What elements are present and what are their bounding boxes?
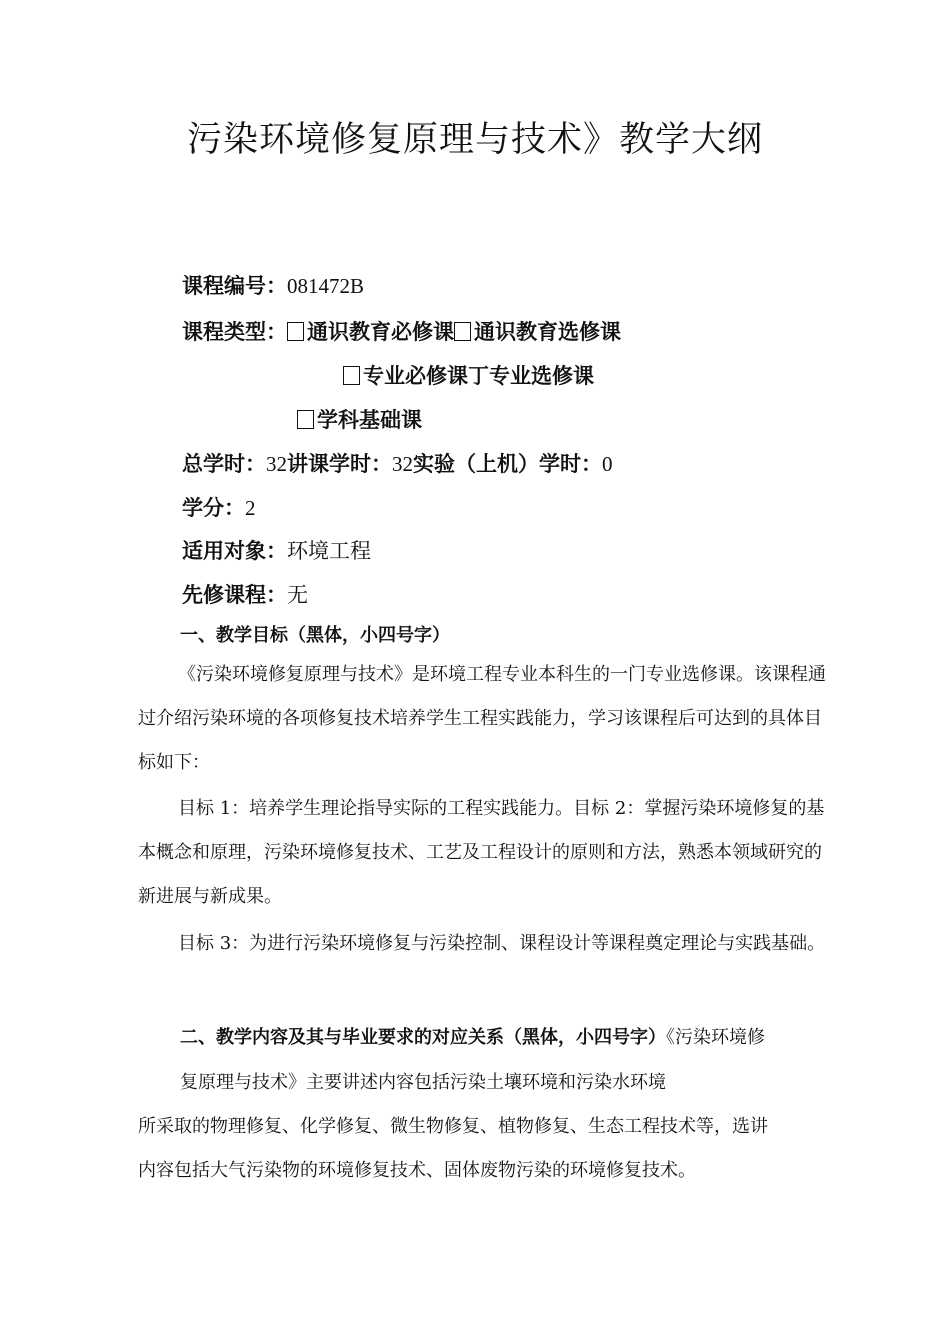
course-type-option: 通识教育选修课 [474, 320, 621, 344]
lecture-hours-label: 讲课学时： [287, 452, 392, 476]
section1-paragraph-1: 《污染环境修复原理与技术》是环境工程专业本科生的一门专业选修课。该课程通过介绍污染环境的各项修复技术培养学生工程实践能力，学习该课程后可达到的具体目标如下： [138, 664, 826, 773]
page-title: 污染环境修复原理与技术》教学大纲 [186, 120, 763, 160]
checkbox-icon [287, 322, 304, 341]
course-type-row-2 [343, 360, 594, 390]
course-type-row [182, 316, 621, 346]
course-type-option: 通识教育必修课 [307, 320, 454, 344]
section1-paragraph-2: 目标 1：培养学生理论指导实际的工程实践能力。目标 2：掌握污染环境修复的基本概念和原理，污染环境修复技术、工艺及工程设计的原则和方法，熟悉本领域研究的新进展与新成果。 [138, 798, 825, 907]
checkbox-icon [343, 366, 360, 385]
total-hours-value: 32 [266, 452, 287, 476]
credit-value: 2 [245, 496, 256, 520]
course-type-row-3 [297, 404, 422, 434]
credit-label: 学分： [182, 496, 245, 520]
target-row [182, 535, 371, 565]
section1-paragraph-3: 目标 3：为进行污染环境修复与污染控制、课程设计等课程奠定理论与实践基础。 [178, 933, 826, 954]
credit-row [182, 492, 256, 522]
total-hours-label: 总学时： [182, 452, 266, 476]
target-label: 适用对象： [182, 539, 287, 563]
section2-heading: 二、教学内容及其与毕业要求的对应关系（黑体，小四号字） [180, 1027, 666, 1048]
checkbox-icon [454, 322, 471, 341]
course-code-value: 081472B [287, 274, 365, 298]
section2-heading-tail: 《污染环境修 [666, 1027, 765, 1048]
section2-heading-row [180, 1023, 765, 1049]
section2-line: 内容包括大气污染物的环境修复技术、固体废物污染的环境修复技术。 [138, 1160, 696, 1181]
lab-hours-value: 0 [602, 452, 613, 476]
lab-hours-label: 实验（上机）学时： [413, 452, 602, 476]
section2-line: 所采取的物理修复、化学修复、微生物修复、植物修复、生态工程技术等，选讲 [138, 1116, 768, 1137]
target-value: 环境工程 [287, 539, 371, 563]
prereq-label: 先修课程： [182, 583, 287, 607]
checkbox-icon [297, 410, 314, 429]
course-type-option: 专业必修课丁专业选修课 [363, 364, 594, 388]
course-code-row [182, 270, 364, 300]
section2-line: 复原理与技术》主要讲述内容包括污染土壤环境和污染水环境 [180, 1072, 666, 1093]
course-type-option: 学科基础课 [317, 408, 422, 432]
hours-row [182, 448, 613, 478]
lecture-hours-value: 32 [392, 452, 413, 476]
prereq-value: 无 [287, 583, 308, 607]
prereq-row [182, 579, 308, 609]
course-type-label: 课程类型： [182, 320, 287, 344]
section1-heading: 一、教学目标（黑体，小四号字） [180, 625, 450, 646]
course-code-label: 课程编号： [182, 274, 287, 298]
